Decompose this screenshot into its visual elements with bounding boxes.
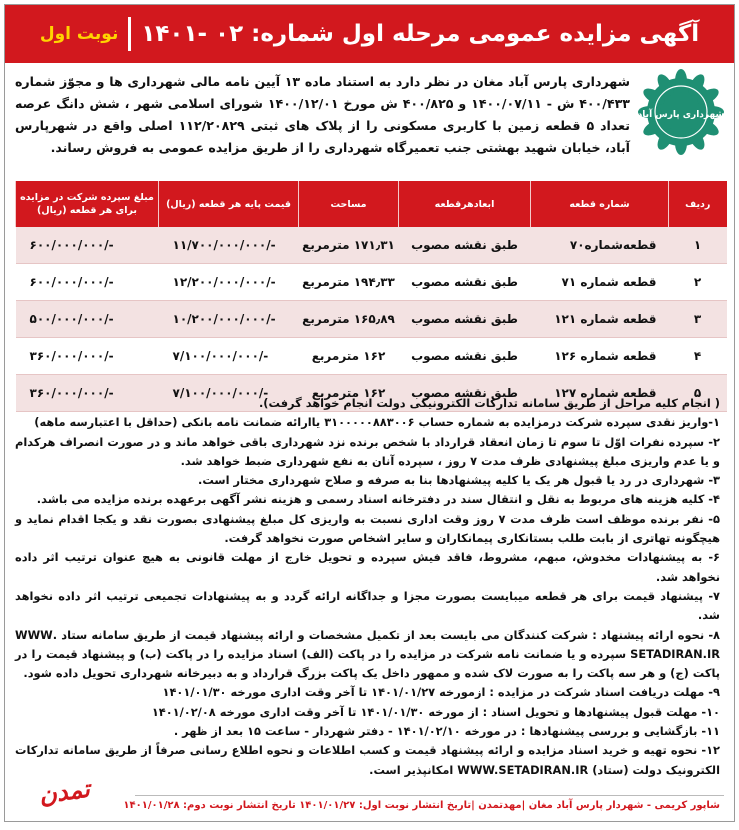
header-divider bbox=[128, 17, 131, 51]
terms-list bbox=[15, 394, 720, 780]
term-item: ۳- شهرداری در رد یا قبول هر یک یا کلیه پیشنهادها بنا به صرفه و صلاح شهرداری مختار است. bbox=[198, 473, 720, 488]
term-item: ۲- سپرده نفرات اوّل تا سوم تا زمان انعقاد قرارداد با شخص برنده نزد شهرداری باقی خواهد ماند و در صورت انصراف هرکدام و یا عدم واریزی مبلغ پیشنهادی ظرف مدت ۷ روز ، سپرده آنان به نفع شهرداری ضبط خواهد شد. bbox=[15, 434, 720, 468]
municipality-emblem-icon bbox=[637, 71, 725, 153]
cell-base-price: -/۱۲/۲۰۰/۰۰۰/۰۰۰ bbox=[159, 264, 299, 301]
cell-dims: طبق نقشه مصوب bbox=[399, 264, 531, 301]
cell-dims: طبق نقشه مصوب bbox=[399, 338, 531, 375]
cell-row-no: ۱ bbox=[669, 227, 727, 264]
cell-area: ۱۶۲ مترمربع bbox=[299, 338, 399, 375]
term-item: ۵- نفر برنده موظف است ظرف مدت ۷ روز وقت اداری نسبت به واریزی کل مبلغ پیشنهادی بصورت نقد و یکجا اقدام نماید و هیچگونه تهاتری از بابت طلب بستانکاری پیمانکاران و سایر اشخاص صورت نخواهد گرفت. bbox=[15, 511, 720, 546]
term-item: ۱-واریز نقدی سپرده شرکت درمزایده به شماره حساب ۳۱۰۰۰۰۰۸۸۳۰۰۶ یاارائه ضمانت نامه بانکی (حداقل با اعتبارسه ماهه) bbox=[34, 415, 720, 430]
cell-parcel: قطعه شماره ۷۱ bbox=[531, 264, 669, 301]
cell-parcel: قطعه‌شماره۷۰ bbox=[531, 227, 669, 264]
col-header-deposit: مبلغ سپرده شرکت در مزایده برای هر قطعه (ریال) bbox=[16, 181, 159, 227]
cell-parcel: قطعه شماره ۱۲۶ bbox=[531, 338, 669, 375]
term-item: ۸- نحوه ارائه پیشنهاد : شرکت کنندگان می بایست بعد از تکمیل مشخصات و ارائه پیشنهاد قیمت از طریق سامانه ستاد .WWW SETADIRAN.IR سپرده و یا ضمانت نامه شرکت در مزایده را در پاکت (الف) اسناد مزایده را در پاکت (ب) و پیشنهاد قیمت را در پاکت (ج) و هر سه پاکت را به صورت لاک شده و ممهور داخل یک پاکت بزرگ قرارداد و به دبیرخانه شهرداری تحویل داده شود. bbox=[15, 627, 720, 681]
term-item: ( انجام کلیه مراحل از طریق سامانه تدارکات الکترونیکی دولت انجام خواهد گرفت). bbox=[258, 396, 720, 410]
term-item: ۱۱- بازگشایی و بررسی پیشنهادها : در مورخه ۱۴۰۱/۰۲/۱۰ - دفتر شهردار - ساعت ۱۵ بعد از ظهر . bbox=[173, 724, 720, 739]
notice-page bbox=[4, 4, 735, 822]
cell-parcel: قطعه شماره ۱۲۱ bbox=[531, 301, 669, 338]
footer-divider bbox=[135, 795, 724, 796]
term-item: ۱۰- مهلت قبول پیشنهادها و تحویل اسناد : از مورخه ۱۴۰۱/۰۱/۳۰ تا آخر وقت اداری مورخه ۱۴۰۱/۰۲/۰۸ bbox=[151, 704, 720, 719]
term-item: ۷- پیشنهاد قیمت برای هر قطعه میبایست بصورت مجزا و جداگانه ارائه گردد و به پیشنهادات تجمیعی ترتیب اثر داده نخواهد شد. bbox=[15, 588, 720, 623]
cell-row-no: ۵ bbox=[669, 375, 727, 412]
table-header-row bbox=[16, 181, 727, 227]
term-item: ۹- مهلت دریافت اسناد شرکت در مزایده : ازمورخه ۱۴۰۱/۰۱/۲۷ تا آخر وقت اداری مورخه ۱۴۰۱/۰۱/۳۰ bbox=[162, 685, 720, 700]
col-header-base-price: قیمت پایه هر قطعه (ریال) bbox=[159, 181, 299, 227]
col-header-parcel: شماره قطعه bbox=[531, 181, 669, 227]
footer-signature-line: شاپور کریمی - شهردار پارس آباد مغان |مهدتمدن |تاریخ انتشار نوبت اول: ۱۴۰۱/۰۱/۲۷ تاریخ انتشار نوبت دوم: ۱۴۰۱/۰۱/۲۸ bbox=[123, 800, 720, 811]
notice-title: آگهی مزایده عمومی مرحله اول شماره: ۰۲ -۱۴۰۱ bbox=[141, 21, 700, 47]
cell-dims: طبق نقشه مصوب bbox=[399, 301, 531, 338]
cell-deposit: -/۶۰۰/۰۰۰/۰۰۰ bbox=[16, 227, 159, 264]
cell-area: ۱۶۲ مترمربع bbox=[299, 375, 399, 412]
cell-row-no: ۴ bbox=[669, 338, 727, 375]
cell-row-no: ۲ bbox=[669, 264, 727, 301]
cell-base-price: -/۱۰/۲۰۰/۰۰۰/۰۰۰ bbox=[159, 301, 299, 338]
publisher-signature: تمدن bbox=[37, 773, 92, 810]
cell-parcel: قطعه شماره ۱۲۷ bbox=[531, 375, 669, 412]
table-row bbox=[16, 264, 727, 301]
cell-area: ۱۷۱٫۳۱ مترمربع bbox=[299, 227, 399, 264]
parcels-table bbox=[15, 181, 727, 412]
col-header-area: مساحت bbox=[299, 181, 399, 227]
table-row bbox=[16, 338, 727, 375]
cell-base-price: -/۷/۱۰۰/۰۰۰/۰۰۰ bbox=[159, 375, 299, 412]
cell-deposit: -/۳۶۰/۰۰۰/۰۰۰ bbox=[16, 375, 159, 412]
cell-dims: طبق نقشه مصوب bbox=[399, 375, 531, 412]
table-row bbox=[16, 301, 727, 338]
cell-dims: طبق نقشه مصوب bbox=[399, 227, 531, 264]
cell-deposit: -/۵۰۰/۰۰۰/۰۰۰ bbox=[16, 301, 159, 338]
term-item: ۱۲- نحوه تهیه و خرید اسناد مزایده و ارائه پیشنهاد قیمت و کسب اطلاعات و نحوه اطلاع رسانی صرفاً از طریق سامانه تدارکات الکترونیک دولت (ستاد) WWW.SETADIRAN.IR امکانپذیر است. bbox=[15, 743, 720, 777]
cell-deposit: -/۳۶۰/۰۰۰/۰۰۰ bbox=[16, 338, 159, 375]
intro-paragraph: شهرداری پارس آباد مغان در نظر دارد به استناد ماده ۱۳ آیین نامه مالی شهرداری ها و مجوّز شماره ۴۰۰/۴۳۳ ش - ۱۴۰۰/۰۷/۱۱ و ۴۰۰/۸۲۵ ش مورخ ۱۴۰۰/۱۲/۰۱ شورای اسلامی شهر ، شش دانگ عرصه تعداد ۵ قطعه زمین با کاربری مسکونی را از پلاک های ثبتی ۱۱۲/۲۰۸۲۹ اصلی واقع در شهرپارس آباد، خیابان شهید بهشتی جنب تعمیرگاه شهرداری را از طریق مزایده عمومی به فروش رساند. bbox=[15, 74, 630, 155]
round-badge: نوبت اول bbox=[39, 24, 119, 44]
cell-area: ۱۶۵٫۸۹ مترمربع bbox=[299, 301, 399, 338]
cell-deposit: -/۶۰۰/۰۰۰/۰۰۰ bbox=[16, 264, 159, 301]
col-header-dims: ابعادهرقطعه bbox=[399, 181, 531, 227]
cell-base-price: -/۱۱/۷۰۰/۰۰۰/۰۰۰ bbox=[159, 227, 299, 264]
cell-area: ۱۹۴٫۳۳ مترمربع bbox=[299, 264, 399, 301]
cell-base-price: -/۷/۱۰۰/۰۰۰/۰۰۰ bbox=[159, 338, 299, 375]
header-bar bbox=[5, 5, 734, 63]
term-item: ۶- به پیشنهادات مخدوش، مبهم، مشروط، فاقد فیش سپرده و تحویل خارج از مهلت قانونی به هیچ عنوان ترتیب اثر داده نخواهد شد. bbox=[15, 550, 720, 584]
table-row bbox=[16, 227, 727, 264]
col-header-row-no: ردیف bbox=[669, 181, 727, 227]
emblem-text: شهرداری پارس آباد bbox=[637, 110, 725, 120]
cell-row-no: ۳ bbox=[669, 301, 727, 338]
term-item: ۴- کلیه هزینه های مربوط به نقل و انتقال سند در دفترخانه اسناد رسمی و هزینه نشر آگهی برعهده برنده مزایده می باشد. bbox=[36, 492, 720, 507]
